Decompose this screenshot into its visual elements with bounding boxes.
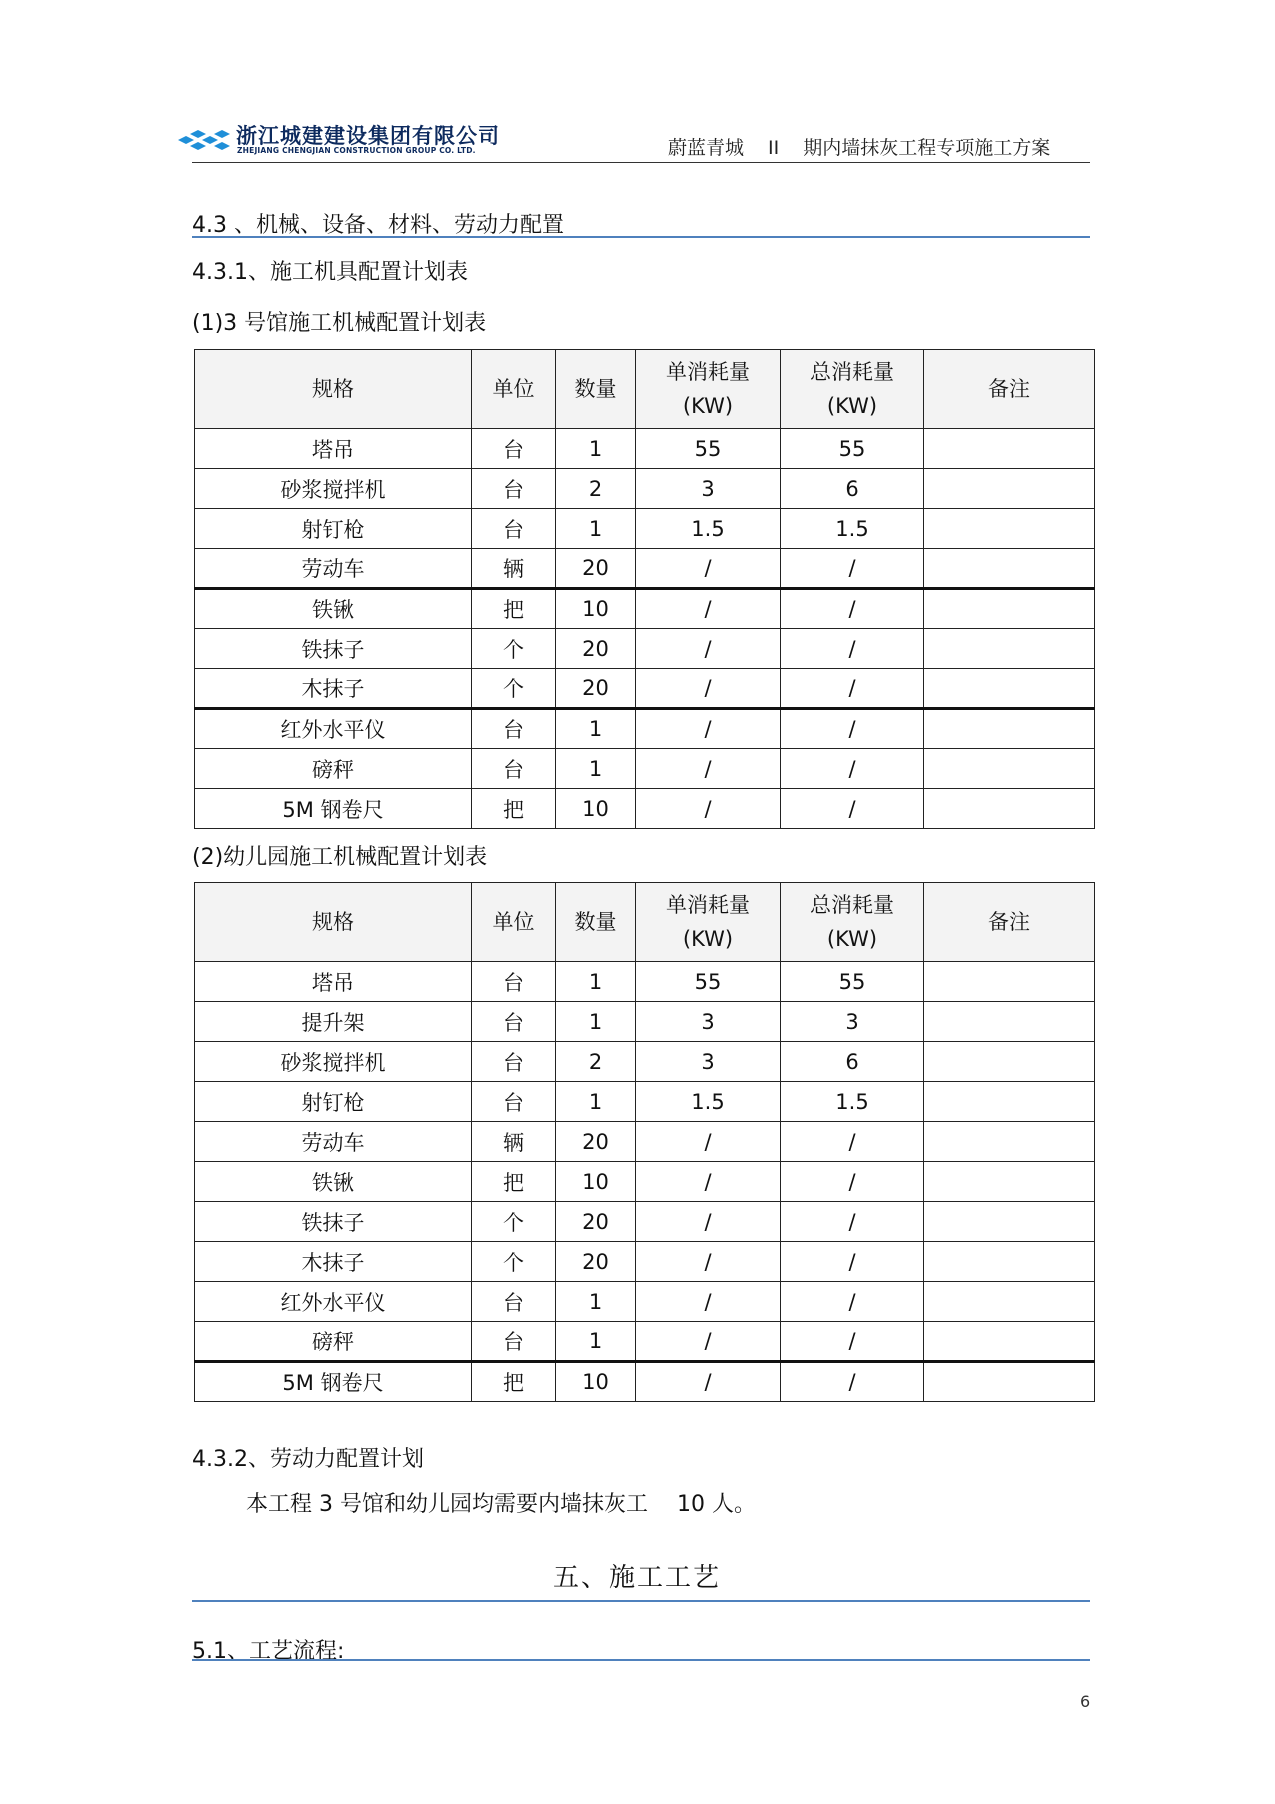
cell-spec: 提升架 [195, 1002, 472, 1042]
cell-total-kw: / [781, 1202, 924, 1242]
cell-note [924, 469, 1095, 509]
section-divider [192, 1659, 1090, 1661]
cell-unit-kw: / [636, 789, 781, 829]
cell-unit-kw: / [636, 709, 781, 749]
cell-spec: 塔吊 [195, 962, 472, 1002]
cell-unit: 个 [472, 629, 556, 669]
table-row [195, 1322, 1095, 1362]
cell-unit-kw: / [636, 1242, 781, 1282]
cell-qty: 20 [556, 549, 636, 589]
column-header-unit: 单位 [472, 883, 556, 962]
cell-unit: 个 [472, 1202, 556, 1242]
cell-qty: 20 [556, 669, 636, 709]
cell-unit-kw: / [636, 1362, 781, 1402]
cell-unit-kw: / [636, 1322, 781, 1362]
cell-note [924, 1282, 1095, 1322]
section-heading-4-3-1: 4.3.1、施工机具配置计划表 [192, 260, 468, 285]
cell-qty: 20 [556, 1242, 636, 1282]
cell-unit: 台 [472, 469, 556, 509]
table-body [195, 962, 1095, 1402]
cell-spec: 砂浆搅拌机 [195, 1042, 472, 1082]
cell-unit-kw: / [636, 1122, 781, 1162]
cell-qty: 1 [556, 962, 636, 1002]
column-header-unit-consumption [636, 350, 781, 429]
header-line-2: (KW) [826, 394, 878, 418]
cell-note [924, 549, 1095, 589]
chapter-divider [192, 1600, 1090, 1602]
section-heading-5-1: 5.1、工艺流程: [192, 1639, 345, 1664]
cell-qty: 1 [556, 1322, 636, 1362]
cell-unit: 台 [472, 1282, 556, 1322]
table-caption-2: (2)幼儿园施工机械配置计划表 [192, 845, 488, 870]
cell-spec: 铁锹 [195, 589, 472, 629]
cell-qty: 20 [556, 1202, 636, 1242]
header-line-1: 总消耗量 [810, 893, 894, 917]
column-header-note: 备注 [924, 350, 1095, 429]
cell-total-kw: / [781, 589, 924, 629]
header-line-1: 单消耗量 [666, 893, 750, 917]
cell-unit-kw: / [636, 1282, 781, 1322]
cell-unit: 台 [472, 1042, 556, 1082]
cell-spec: 铁锹 [195, 1162, 472, 1202]
cell-unit: 个 [472, 1242, 556, 1282]
cell-total-kw: / [781, 1322, 924, 1362]
column-header-total-consumption [781, 883, 924, 962]
cell-spec: 红外水平仪 [195, 1282, 472, 1322]
cell-total-kw: / [781, 709, 924, 749]
cell-unit: 把 [472, 789, 556, 829]
cell-spec: 木抹子 [195, 669, 472, 709]
header-line-2: (KW) [682, 394, 734, 418]
cell-spec: 射钉枪 [195, 1082, 472, 1122]
cell-unit-kw: 1.5 [636, 1082, 781, 1122]
cell-spec: 磅秤 [195, 1322, 472, 1362]
cell-unit-kw: / [636, 1202, 781, 1242]
table-row [195, 469, 1095, 509]
company-logo [174, 122, 514, 158]
cell-total-kw: / [781, 629, 924, 669]
cell-note [924, 1122, 1095, 1162]
cell-total-kw: 6 [781, 469, 924, 509]
header-line-2: (KW) [826, 927, 878, 951]
project-name: 蔚蓝青城 [668, 137, 745, 159]
cell-unit: 台 [472, 429, 556, 469]
cell-unit-kw: 55 [636, 962, 781, 1002]
header-line-1: 总消耗量 [810, 360, 894, 384]
cell-total-kw: 55 [781, 429, 924, 469]
cell-total-kw: / [781, 789, 924, 829]
cell-note [924, 589, 1095, 629]
cell-note [924, 962, 1095, 1002]
table-row [195, 1082, 1095, 1122]
cell-total-kw: 1.5 [781, 509, 924, 549]
cell-spec: 塔吊 [195, 429, 472, 469]
cell-unit-kw: / [636, 589, 781, 629]
cell-unit-kw: 1.5 [636, 509, 781, 549]
section-heading-4-3: 4.3 、机械、设备、材料、劳动力配置 [192, 213, 564, 238]
chapter-title: 五、施工工艺 [553, 1563, 722, 1593]
cell-total-kw: / [781, 1162, 924, 1202]
table-row [195, 749, 1095, 789]
cell-note [924, 1322, 1095, 1362]
cell-spec: 磅秤 [195, 749, 472, 789]
section-heading-4-3-2: 4.3.2、劳动力配置计划 [192, 1447, 424, 1472]
cell-qty: 1 [556, 749, 636, 789]
table-row [195, 1002, 1095, 1042]
cell-unit: 台 [472, 509, 556, 549]
company-logo-icon [174, 124, 230, 156]
table-row [195, 1362, 1095, 1402]
column-header-spec: 规格 [195, 883, 472, 962]
cell-spec: 5M 钢卷尺 [195, 1362, 472, 1402]
cell-spec: 砂浆搅拌机 [195, 469, 472, 509]
cell-unit: 把 [472, 1162, 556, 1202]
cell-unit-kw: / [636, 1162, 781, 1202]
document-header-title [668, 133, 1050, 160]
cell-total-kw: 55 [781, 962, 924, 1002]
cell-qty: 10 [556, 1362, 636, 1402]
cell-qty: 1 [556, 509, 636, 549]
cell-spec: 铁抹子 [195, 1202, 472, 1242]
section-divider [192, 236, 1090, 238]
column-header-qty: 数量 [556, 883, 636, 962]
cell-spec: 铁抹子 [195, 629, 472, 669]
cell-note [924, 629, 1095, 669]
table-row [195, 1042, 1095, 1082]
cell-qty: 1 [556, 429, 636, 469]
table-row [195, 429, 1095, 469]
cell-qty: 1 [556, 709, 636, 749]
cell-total-kw: / [781, 1362, 924, 1402]
cell-unit-kw: / [636, 629, 781, 669]
cell-note [924, 789, 1095, 829]
cell-note [924, 669, 1095, 709]
header-line-2: (KW) [682, 927, 734, 951]
cell-qty: 20 [556, 1122, 636, 1162]
cell-unit: 台 [472, 749, 556, 789]
cell-spec: 劳动车 [195, 1122, 472, 1162]
cell-unit: 台 [472, 1002, 556, 1042]
table-body [195, 429, 1095, 829]
cell-total-kw: 6 [781, 1042, 924, 1082]
cell-total-kw: 3 [781, 1002, 924, 1042]
cell-total-kw: / [781, 1282, 924, 1322]
cell-total-kw: / [781, 669, 924, 709]
table-header-row [195, 350, 1095, 429]
cell-unit: 把 [472, 1362, 556, 1402]
cell-qty: 20 [556, 629, 636, 669]
table-caption-1: (1)3 号馆施工机械配置计划表 [192, 311, 487, 336]
column-header-note: 备注 [924, 883, 1095, 962]
cell-unit: 台 [472, 1082, 556, 1122]
table-row [195, 1122, 1095, 1162]
cell-unit: 辆 [472, 1122, 556, 1162]
cell-note [924, 1042, 1095, 1082]
cell-note [924, 509, 1095, 549]
cell-note [924, 1162, 1095, 1202]
cell-unit-kw: 3 [636, 1042, 781, 1082]
cell-note [924, 1242, 1095, 1282]
table-row [195, 629, 1095, 669]
column-header-total-consumption [781, 350, 924, 429]
table-row [195, 1282, 1095, 1322]
cell-note [924, 1362, 1095, 1402]
cell-unit-kw: / [636, 669, 781, 709]
cell-unit-kw: / [636, 549, 781, 589]
cell-qty: 1 [556, 1002, 636, 1042]
cell-note [924, 749, 1095, 789]
cell-total-kw: / [781, 549, 924, 589]
table-row [195, 509, 1095, 549]
machinery-table-kindergarten [194, 882, 1095, 1402]
cell-note [924, 1202, 1095, 1242]
cell-qty: 1 [556, 1082, 636, 1122]
table-row [195, 589, 1095, 629]
cell-spec: 木抹子 [195, 1242, 472, 1282]
table-row [195, 1242, 1095, 1282]
cell-qty: 2 [556, 1042, 636, 1082]
cell-spec: 劳动车 [195, 549, 472, 589]
cell-note [924, 1082, 1095, 1122]
cell-unit: 辆 [472, 549, 556, 589]
cell-unit-kw: / [636, 749, 781, 789]
column-header-unit: 单位 [472, 350, 556, 429]
cell-spec: 5M 钢卷尺 [195, 789, 472, 829]
cell-total-kw: / [781, 1242, 924, 1282]
column-header-qty: 数量 [556, 350, 636, 429]
cell-spec: 红外水平仪 [195, 709, 472, 749]
table-row [195, 549, 1095, 589]
cell-note [924, 429, 1095, 469]
table-row [195, 709, 1095, 749]
table-row [195, 962, 1095, 1002]
cell-unit: 台 [472, 709, 556, 749]
cell-note [924, 709, 1095, 749]
cell-total-kw: / [781, 749, 924, 789]
table-row [195, 1202, 1095, 1242]
header-divider [192, 162, 1090, 163]
cell-unit-kw: 3 [636, 1002, 781, 1042]
cell-qty: 10 [556, 1162, 636, 1202]
cell-total-kw: 1.5 [781, 1082, 924, 1122]
labor-paragraph: 本工程 3 号馆和幼儿园均需要内墙抹灰工 10 人。 [246, 1492, 756, 1517]
cell-qty: 10 [556, 789, 636, 829]
cell-total-kw: / [781, 1122, 924, 1162]
cell-unit: 台 [472, 962, 556, 1002]
company-name-cn: 浙江城建建设集团有限公司 [236, 124, 500, 148]
page-number: 6 [1080, 1692, 1091, 1711]
header-separator: II [768, 137, 780, 159]
table-row [195, 789, 1095, 829]
cell-qty: 1 [556, 1282, 636, 1322]
cell-unit: 个 [472, 669, 556, 709]
cell-spec: 射钉枪 [195, 509, 472, 549]
header-line-1: 单消耗量 [666, 360, 750, 384]
cell-unit: 把 [472, 589, 556, 629]
table-row [195, 1162, 1095, 1202]
column-header-spec: 规格 [195, 350, 472, 429]
cell-note [924, 1002, 1095, 1042]
machinery-table-building-3 [194, 349, 1095, 829]
table-row [195, 669, 1095, 709]
column-header-unit-consumption [636, 883, 781, 962]
cell-qty: 2 [556, 469, 636, 509]
table-header-row [195, 883, 1095, 962]
company-name-en: ZHEJIANG CHENGJIAN CONSTRUCTION GROUP CO. LTD. [237, 146, 476, 155]
cell-unit: 台 [472, 1322, 556, 1362]
cell-unit-kw: 55 [636, 429, 781, 469]
document-title: 期内墙抹灰工程专项施工方案 [803, 137, 1051, 159]
cell-unit-kw: 3 [636, 469, 781, 509]
cell-qty: 10 [556, 589, 636, 629]
